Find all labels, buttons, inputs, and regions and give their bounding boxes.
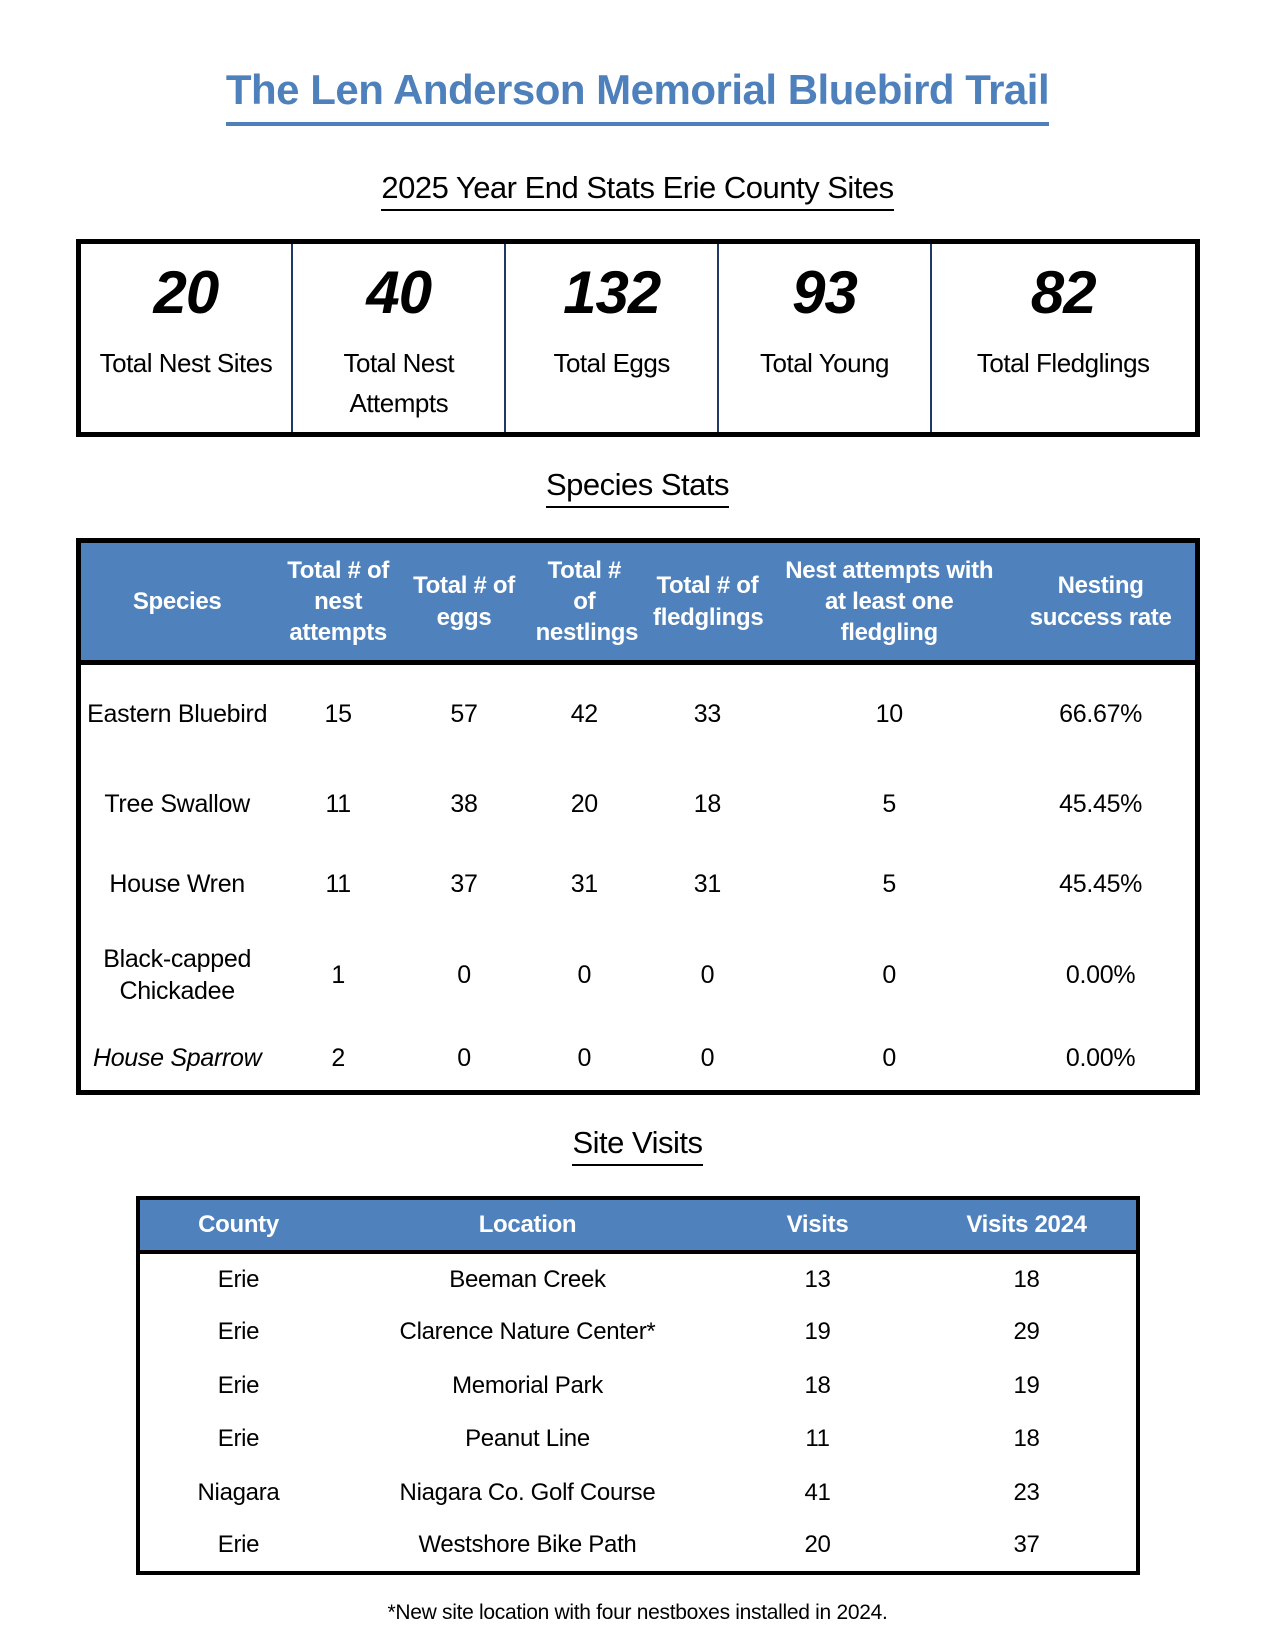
cell-visits-2024: 37 bbox=[1013, 1531, 1040, 1559]
column-header-visits: Visits bbox=[718, 1198, 918, 1252]
cell-nestlings: 20 bbox=[570, 789, 598, 818]
stat-cell-total-eggs bbox=[504, 244, 717, 432]
column-header-nesting-success-rate: Nesting success rate bbox=[1007, 541, 1197, 663]
cell-visits-2024: 29 bbox=[1013, 1318, 1040, 1346]
cell-eggs: 0 bbox=[457, 960, 471, 989]
cell-success-rate: 45.45% bbox=[1059, 869, 1143, 898]
summary-stats-box bbox=[76, 239, 1200, 437]
cell-nest-attempts: 2 bbox=[331, 1043, 345, 1072]
cell-attempts-with-fledgling: 0 bbox=[882, 960, 897, 989]
cell-visits: 11 bbox=[805, 1425, 830, 1453]
column-header-location: Location bbox=[338, 1198, 718, 1252]
stat-cell-total-nest-sites bbox=[81, 244, 292, 432]
site-visits-heading-text: Site Visits bbox=[572, 1125, 702, 1166]
column-header-species: Species bbox=[78, 541, 274, 663]
cell-fledglings: 18 bbox=[693, 789, 721, 818]
table-row-westshore-bike-path bbox=[138, 1520, 1138, 1574]
table-row-eastern-bluebird bbox=[78, 663, 1197, 765]
subtitle bbox=[0, 170, 1275, 211]
stat-cell-total-nest-attempts bbox=[291, 244, 504, 432]
cell-nest-attempts: 11 bbox=[325, 869, 351, 898]
stat-cell-total-fledglings bbox=[930, 244, 1195, 432]
cell-fledglings: 0 bbox=[700, 960, 715, 989]
cell-eggs: 38 bbox=[450, 789, 478, 818]
footnote: *New site location with four nestboxes installed in 2024. bbox=[387, 1601, 888, 1624]
cell-location: Clarence Nature Center* bbox=[399, 1318, 656, 1346]
table-row-clarence-nature-center bbox=[138, 1306, 1138, 1360]
cell-fledglings: 0 bbox=[700, 1043, 715, 1072]
cell-visits-2024: 19 bbox=[1013, 1371, 1040, 1399]
column-header-eggs: Total # of eggs bbox=[402, 541, 525, 663]
species-name: Black-capped Chickadee bbox=[103, 945, 252, 1005]
stat-value: 40 bbox=[366, 259, 432, 326]
site-visits-header-row bbox=[138, 1198, 1138, 1252]
page-title bbox=[0, 66, 1275, 126]
cell-county: Erie bbox=[217, 1531, 260, 1559]
species-name: House Wren bbox=[109, 869, 245, 898]
cell-nestlings: 31 bbox=[570, 869, 598, 898]
cell-location: Westshore Bike Path bbox=[418, 1531, 637, 1559]
cell-nestlings: 0 bbox=[577, 960, 592, 989]
cell-county: Erie bbox=[217, 1318, 260, 1346]
stat-value: 82 bbox=[1030, 259, 1096, 326]
stat-value: 20 bbox=[153, 259, 219, 326]
page-title-text: The Len Anderson Memorial Bluebird Trail bbox=[226, 66, 1049, 126]
table-row-black-capped-chickadee bbox=[78, 925, 1197, 1027]
column-header-visits-2024: Visits 2024 bbox=[918, 1198, 1138, 1252]
column-header-nestlings: Total # of nestlings bbox=[526, 541, 643, 663]
cell-county: Erie bbox=[217, 1371, 260, 1399]
column-header-county: County bbox=[138, 1198, 338, 1252]
site-visits-table bbox=[136, 1196, 1140, 1575]
cell-nestlings: 0 bbox=[577, 1043, 592, 1072]
cell-county: Erie bbox=[217, 1265, 260, 1293]
stat-label: Total Nest Sites bbox=[99, 348, 273, 378]
table-row-beeman-creek bbox=[138, 1252, 1138, 1306]
cell-eggs: 57 bbox=[450, 700, 478, 729]
table-row-house-wren bbox=[78, 845, 1197, 925]
cell-eggs: 0 bbox=[457, 1043, 471, 1072]
cell-visits: 41 bbox=[804, 1478, 831, 1506]
species-stats-table bbox=[76, 538, 1200, 1095]
stat-label: Total Eggs bbox=[553, 348, 670, 378]
cell-fledglings: 33 bbox=[693, 700, 721, 729]
cell-visits: 20 bbox=[804, 1531, 831, 1559]
cell-attempts-with-fledgling: 10 bbox=[875, 700, 903, 729]
stat-value: 93 bbox=[792, 259, 857, 326]
stat-label: Total Young bbox=[760, 348, 889, 378]
cell-location: Beeman Creek bbox=[449, 1265, 606, 1293]
species-stats-section bbox=[0, 538, 1275, 1095]
cell-visits-2024: 23 bbox=[1013, 1478, 1040, 1506]
cell-eggs: 37 bbox=[450, 869, 478, 898]
cell-nest-attempts: 1 bbox=[331, 960, 345, 989]
table-row-memorial-park bbox=[138, 1359, 1138, 1413]
cell-county: Erie bbox=[217, 1425, 260, 1453]
table-row-niagara-golf-course bbox=[138, 1466, 1138, 1520]
cell-nestlings: 42 bbox=[570, 700, 598, 729]
cell-location: Memorial Park bbox=[452, 1371, 603, 1399]
species-table-header-row bbox=[78, 541, 1197, 663]
cell-visits: 13 bbox=[804, 1265, 831, 1293]
column-header-attempts-with-fledgling: Nest attempts with at least one fledgling bbox=[772, 541, 1007, 663]
stat-cell-total-young bbox=[717, 244, 930, 432]
table-row-house-sparrow bbox=[78, 1027, 1197, 1093]
column-header-fledglings: Total # of fledglings bbox=[643, 541, 772, 663]
cell-visits-2024: 18 bbox=[1013, 1425, 1040, 1453]
cell-attempts-with-fledgling: 0 bbox=[882, 1043, 897, 1072]
cell-visits: 19 bbox=[804, 1318, 831, 1346]
cell-nest-attempts: 11 bbox=[325, 789, 351, 818]
cell-success-rate: 45.45% bbox=[1059, 789, 1143, 818]
species-name: Eastern Bluebird bbox=[87, 700, 268, 729]
column-header-nest-attempts: Total # of nest attempts bbox=[274, 541, 403, 663]
cell-location: Peanut Line bbox=[465, 1425, 590, 1453]
cell-success-rate: 66.67% bbox=[1059, 700, 1143, 729]
cell-location: Niagara Co. Golf Course bbox=[399, 1478, 656, 1506]
cell-nest-attempts: 15 bbox=[324, 700, 352, 729]
cell-visits-2024: 18 bbox=[1013, 1265, 1040, 1293]
species-name: House Sparrow bbox=[92, 1043, 262, 1072]
subtitle-text: 2025 Year End Stats Erie County Sites bbox=[381, 170, 893, 211]
site-visits-heading bbox=[0, 1125, 1275, 1166]
table-row-peanut-line bbox=[138, 1413, 1138, 1467]
cell-attempts-with-fledgling: 5 bbox=[882, 869, 897, 898]
stat-value: 132 bbox=[563, 259, 661, 326]
stat-label: Total Nest Attempts bbox=[343, 348, 455, 419]
cell-attempts-with-fledgling: 5 bbox=[882, 789, 897, 818]
table-row-tree-swallow bbox=[78, 765, 1197, 845]
cell-success-rate: 0.00% bbox=[1065, 960, 1136, 989]
stat-label: Total Fledglings bbox=[976, 348, 1150, 378]
species-stats-heading bbox=[0, 467, 1275, 508]
cell-county: Niagara bbox=[197, 1478, 280, 1506]
cell-fledglings: 31 bbox=[693, 869, 721, 898]
cell-visits: 18 bbox=[804, 1371, 831, 1399]
species-name: Tree Swallow bbox=[104, 789, 250, 818]
species-stats-heading-text: Species Stats bbox=[546, 467, 729, 508]
cell-success-rate: 0.00% bbox=[1065, 1043, 1136, 1072]
